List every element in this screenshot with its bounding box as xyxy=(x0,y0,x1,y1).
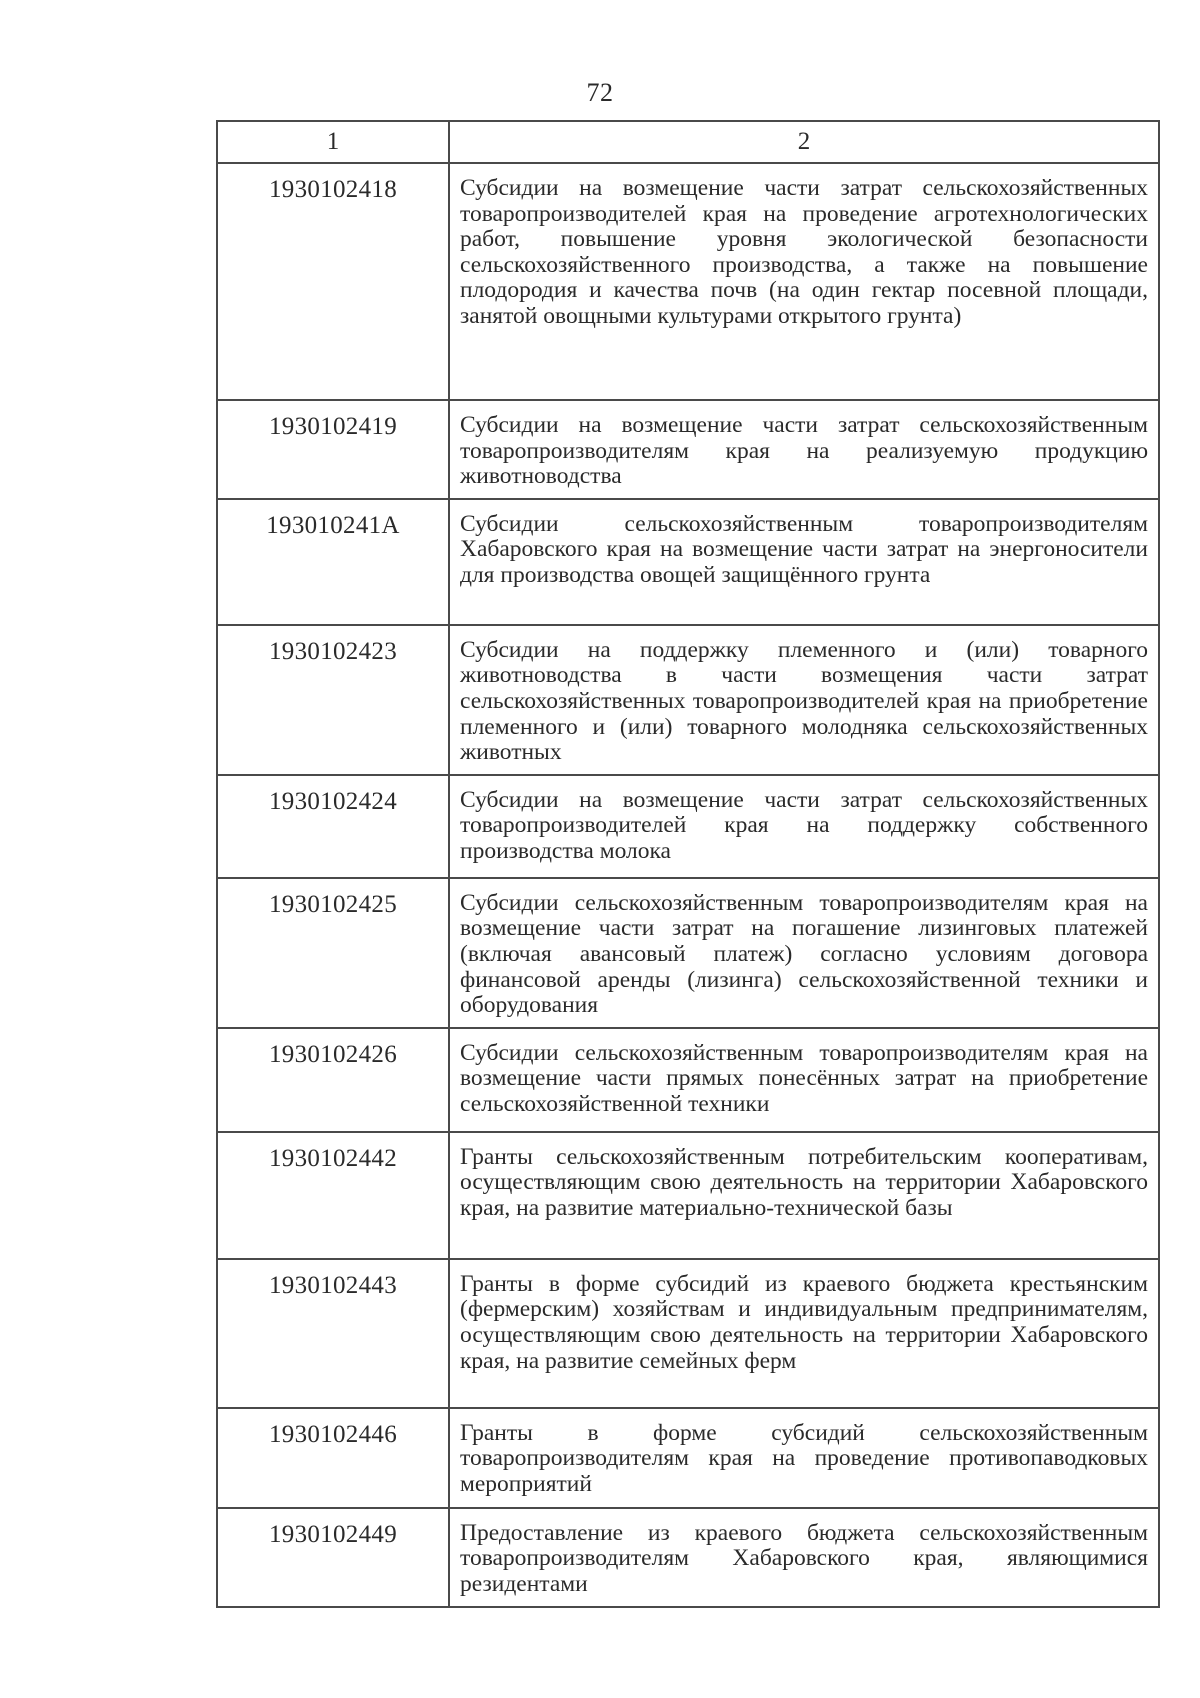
row-code: 1930102449 xyxy=(217,1508,449,1607)
row-code: 1930102446 xyxy=(217,1408,449,1508)
row-description: Гранты сельскохозяйственным потребительским кооперативам, осуществляющим свою деятельность на территории Хабаровского края, на развитие материально-технической базы xyxy=(449,1132,1159,1259)
table-row xyxy=(217,163,1159,400)
table-row xyxy=(217,625,1159,775)
table-row xyxy=(217,775,1159,878)
row-description: Субсидии на возмещение части затрат сельскохозяйственных товаропроизводителей края на проведение агротехнологических работ, повышение уровня экологической безопасности сельскохозяйственного производства, а также на повышение плодородия и качества почв (на один гектар посевной площади, занятой овощными культурами открытого грунта) xyxy=(449,163,1159,400)
row-code: 1930102425 xyxy=(217,878,449,1028)
table-row xyxy=(217,1508,1159,1607)
column-header-2: 2 xyxy=(449,121,1159,163)
table-header-row xyxy=(217,121,1159,163)
table-row xyxy=(217,1028,1159,1132)
row-code: 1930102424 xyxy=(217,775,449,878)
row-description: Гранты в форме субсидий сельскохозяйственным товаропроизводителям края на проведение противопаводковых мероприятий xyxy=(449,1408,1159,1508)
table-row xyxy=(217,1259,1159,1408)
table-row xyxy=(217,499,1159,625)
row-description: Субсидии сельскохозяйственным товаропроизводителям края на возмещение части затрат на погашение лизинговых платежей (включая авансовый платеж) согласно условиям договора финансовой аренды (лизинга) сельскохозяйственной техники и оборудования xyxy=(449,878,1159,1028)
row-code: 193010241A xyxy=(217,499,449,625)
table-row xyxy=(217,1408,1159,1508)
row-code: 1930102442 xyxy=(217,1132,449,1259)
row-description: Субсидии на возмещение части затрат сельскохозяйственных товаропроизводителей края на поддержку собственного производства молока xyxy=(449,775,1159,878)
table-row xyxy=(217,400,1159,499)
row-description: Предоставление из краевого бюджета сельскохозяйственным товаропроизводителям Хабаровского края, являющимися резидентами xyxy=(449,1508,1159,1607)
page-number: 72 xyxy=(586,78,614,107)
row-code: 1930102426 xyxy=(217,1028,449,1132)
row-description: Субсидии на возмещение части затрат сельскохозяйственным товаропроизводителям края на реализуемую продукцию животноводства xyxy=(449,400,1159,499)
table-row xyxy=(217,1132,1159,1259)
row-code: 1930102418 xyxy=(217,163,449,400)
budget-codes-table xyxy=(216,120,1160,1608)
row-description: Субсидии сельскохозяйственным товаропроизводителям края на возмещение части прямых понесённых затрат на приобретение сельскохозяйственной техники xyxy=(449,1028,1159,1132)
row-code: 1930102423 xyxy=(217,625,449,775)
column-header-1: 1 xyxy=(217,121,449,163)
table-row xyxy=(217,878,1159,1028)
row-description: Субсидии на поддержку племенного и (или) товарного животноводства в части возмещения части затрат сельскохозяйственных товаропроизводителей края на приобретение племенного и (или) товарного молодняка сельскохозяйственных животных xyxy=(449,625,1159,775)
row-description: Гранты в форме субсидий из краевого бюджета крестьянским (фермерским) хозяйствам и индивидуальным предпринимателям, осуществляющим свою деятельность на территории Хабаровского края, на развитие семейных ферм xyxy=(449,1259,1159,1408)
row-code: 1930102419 xyxy=(217,400,449,499)
row-code: 1930102443 xyxy=(217,1259,449,1408)
row-description: Субсидии сельскохозяйственным товаропроизводителям Хабаровского края на возмещение части затрат на энергоносители для производства овощей защищённого грунта xyxy=(449,499,1159,625)
